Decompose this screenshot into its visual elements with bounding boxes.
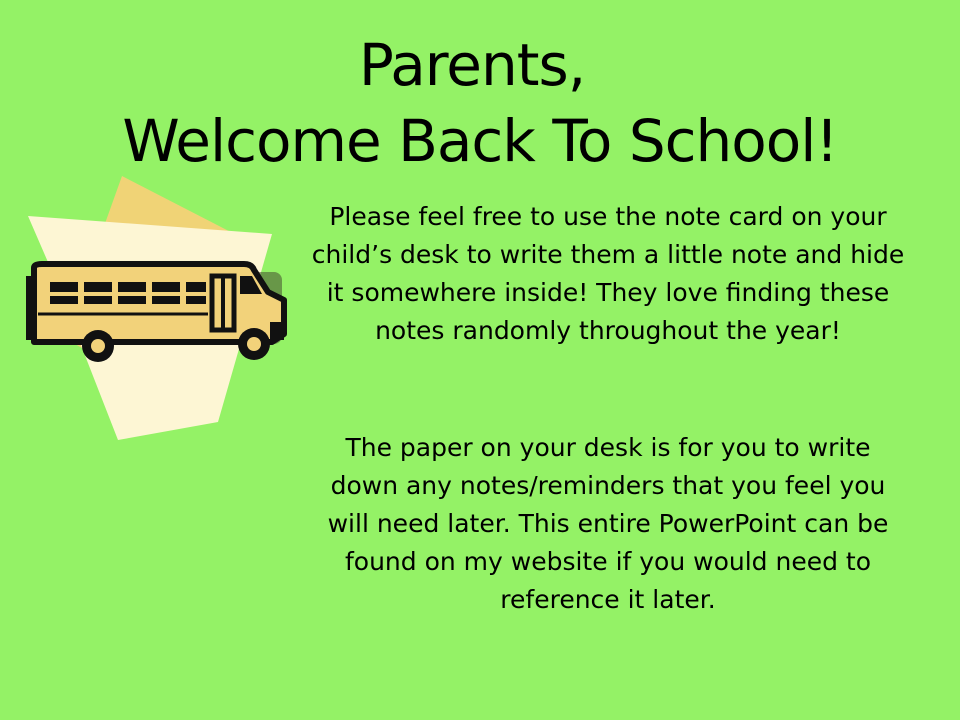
bus-window xyxy=(50,282,78,292)
bus-wheel-hub xyxy=(91,339,105,353)
bus-window xyxy=(84,282,112,292)
bus-front-bumper xyxy=(270,322,284,340)
bus-window xyxy=(50,296,78,304)
paragraph-note-card: Please feel free to use the note card on your child’s desk to write them a little note and hide it somewhere inside! They love finding these notes randomly throughout the year! xyxy=(311,202,905,345)
bus-window xyxy=(186,282,206,292)
school-bus-icon xyxy=(22,172,292,442)
bus-window xyxy=(152,296,180,304)
bus-wheel-hub xyxy=(247,337,261,351)
bus-rear xyxy=(26,276,36,340)
bus-window xyxy=(152,282,180,292)
bus-window xyxy=(118,282,146,292)
bus-window xyxy=(186,296,206,304)
bus-window xyxy=(84,296,112,304)
bus-window xyxy=(118,296,146,304)
paragraph-paper-notes: The paper on your desk is for you to write down any notes/reminders that you feel you will need later. This entire PowerPoint can be found on my website if you would need to reference it later. xyxy=(327,433,889,614)
title-line-2: Welcome Back To School! xyxy=(122,107,838,175)
title-line-1: Parents, xyxy=(358,31,586,99)
